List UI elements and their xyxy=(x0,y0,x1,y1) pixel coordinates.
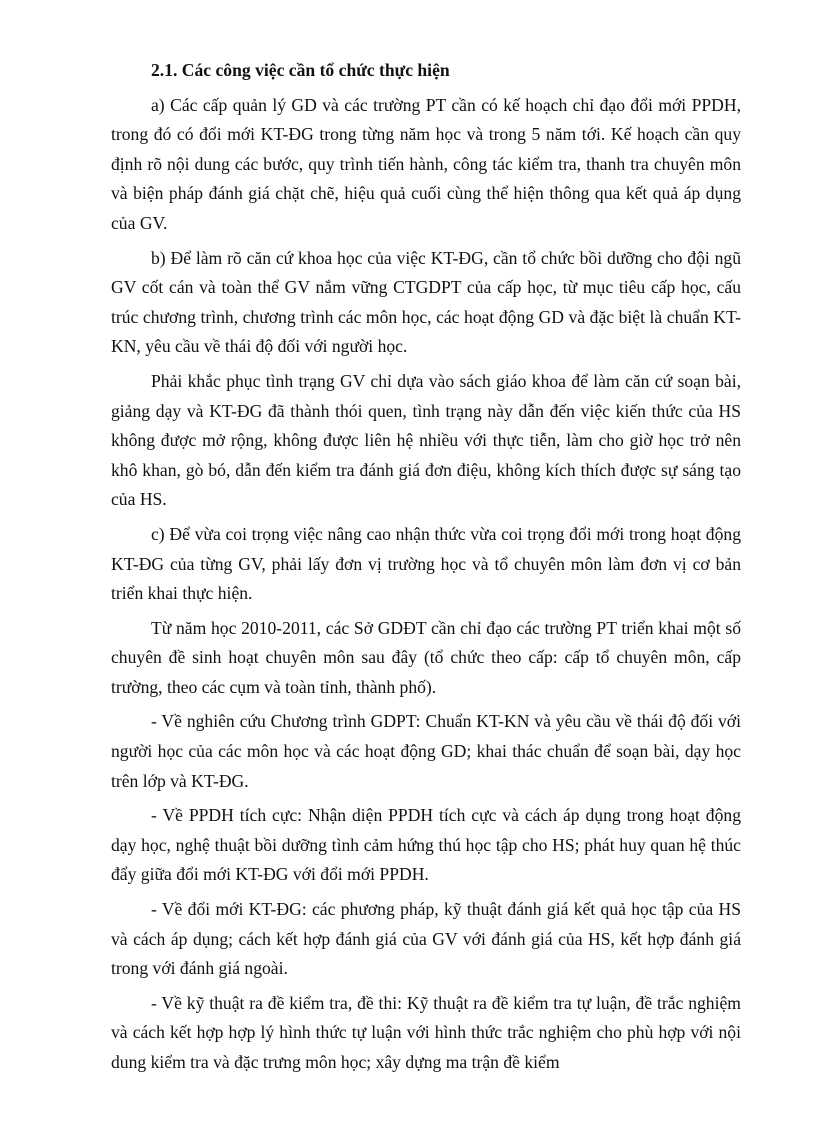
document-body xyxy=(111,56,741,1083)
paragraph-textbook-dependence: Phải khắc phục tình trạng GV chỉ dựa vào sách giáo khoa để làm căn cứ soạn bài, giảng dạy và KT-ĐG đã thành thói quen, tình trạng này dẫn đến việc kiến thức của HS không được mở rộng, không được liên hệ nhiều với thực tiễn, làm cho giờ học trở nên khô khan, gò bó, dẫn đến kiểm tra đánh giá đơn điệu, không kích thích được sự sáng tạo của HS. xyxy=(111,370,741,510)
paragraph-a-planning: a) Các cấp quản lý GD và các trường PT cần có kế hoạch chỉ đạo đổi mới PPDH, trong đó có đổi mới KT-ĐG trong từng năm học và trong 5 năm tới. Kế hoạch cần quy định rõ nội dung các bước, quy trình tiến hành, công tác kiểm tra, thanh tra chuyên môn và biện pháp đánh giá chặt chẽ, hiệu quả cuối cùng thể hiện thông qua kết quả áp dụng của GV. xyxy=(111,94,741,233)
paragraph-b-training: b) Để làm rõ căn cứ khoa học của việc KT-ĐG, cần tổ chức bồi dưỡng cho đội ngũ GV cốt cán và toàn thể GV nắm vững CTGDPT của cấp học, từ mục tiêu cấp học, cấu trúc chương trình, chương trình các môn học, các hoạt động GD và đặc biệt là chuẩn KT-KN, yêu cầu về thái độ đối với người học. xyxy=(111,247,741,357)
bullet-curriculum-research: - Về nghiên cứu Chương trình GDPT: Chuẩn KT-KN và yêu cầu về thái độ đối với người học của các môn học và các hoạt động GD; khai thác chuẩn để soạn bài, dạy học trên lớp và KT-ĐG. xyxy=(111,711,741,791)
bullet-active-teaching-methods: - Về PPDH tích cực: Nhận diện PPDH tích cực và cách áp dụng trong hoạt động dạy học, nghệ thuật bồi dưỡng tình cảm hứng thú học tập cho HS; phát huy quan hệ thúc đẩy giữa đổi mới KT-ĐG với đổi mới PPDH. xyxy=(111,805,741,885)
paragraph-school-year-topics: Từ năm học 2010-2011, các Sở GDĐT cần chỉ đạo các trường PT triển khai một số chuyên đề sinh hoạt chuyên môn sau đây (tổ chức theo cấp: cấp tổ chuyên môn, cấp trường, theo các cụm và toàn tỉnh, thành phố). xyxy=(111,617,741,697)
bullet-test-design: - Về kỹ thuật ra đề kiểm tra, đề thi: Kỹ thuật ra đề kiểm tra tự luận, đề trắc nghiệm và cách kết hợp hợp lý hình thức tự luận với hình thức trắc nghiệm cho phù hợp với nội dung kiểm tra và đặc trưng môn học; xây dựng ma trận đề kiểm xyxy=(111,992,741,1072)
bullet-assessment-innovation: - Về đổi mới KT-ĐG: các phương pháp, kỹ thuật đánh giá kết quả học tập của HS và cách áp dụng; cách kết hợp đánh giá của GV với đánh giá của HS, kết hợp đánh giá trong với đánh giá ngoài. xyxy=(111,899,741,979)
section-heading: 2.1. Các công việc cần tổ chức thực hiện xyxy=(151,60,450,80)
paragraph-c-school-unit: c) Để vừa coi trọng việc nâng cao nhận thức vừa coi trọng đổi mới trong hoạt động KT-ĐG của từng GV, phải lấy đơn vị trường học và tổ chuyên môn làm đơn vị cơ bản triển khai thực hiện. xyxy=(111,523,741,604)
